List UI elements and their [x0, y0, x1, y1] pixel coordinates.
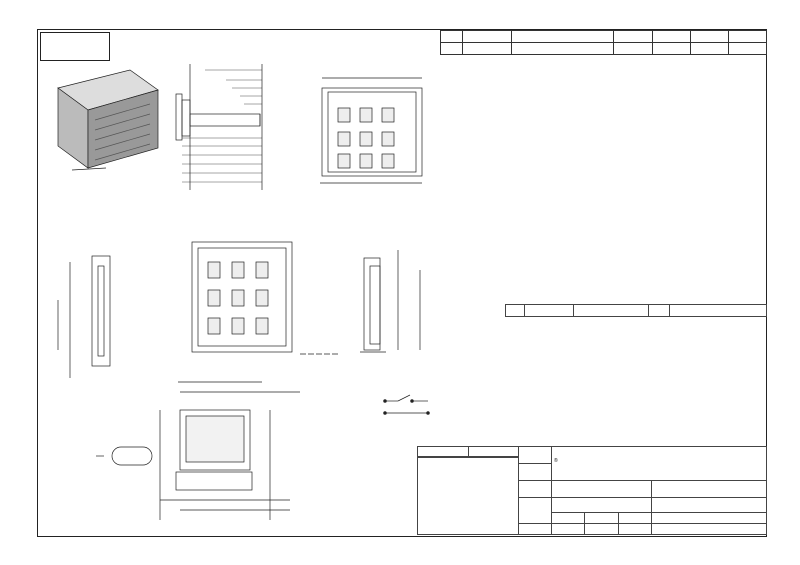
switch-circuit [384, 395, 430, 414]
side-view-top [176, 64, 262, 190]
side-view-right [360, 250, 420, 352]
company-cell: ® [552, 447, 767, 481]
side-view-left [58, 256, 110, 378]
top-view-right [320, 78, 422, 183]
3d-view-illustration [58, 70, 158, 170]
ir-callout [96, 447, 152, 465]
front-view-center [178, 242, 340, 392]
bottom-view [160, 410, 290, 520]
